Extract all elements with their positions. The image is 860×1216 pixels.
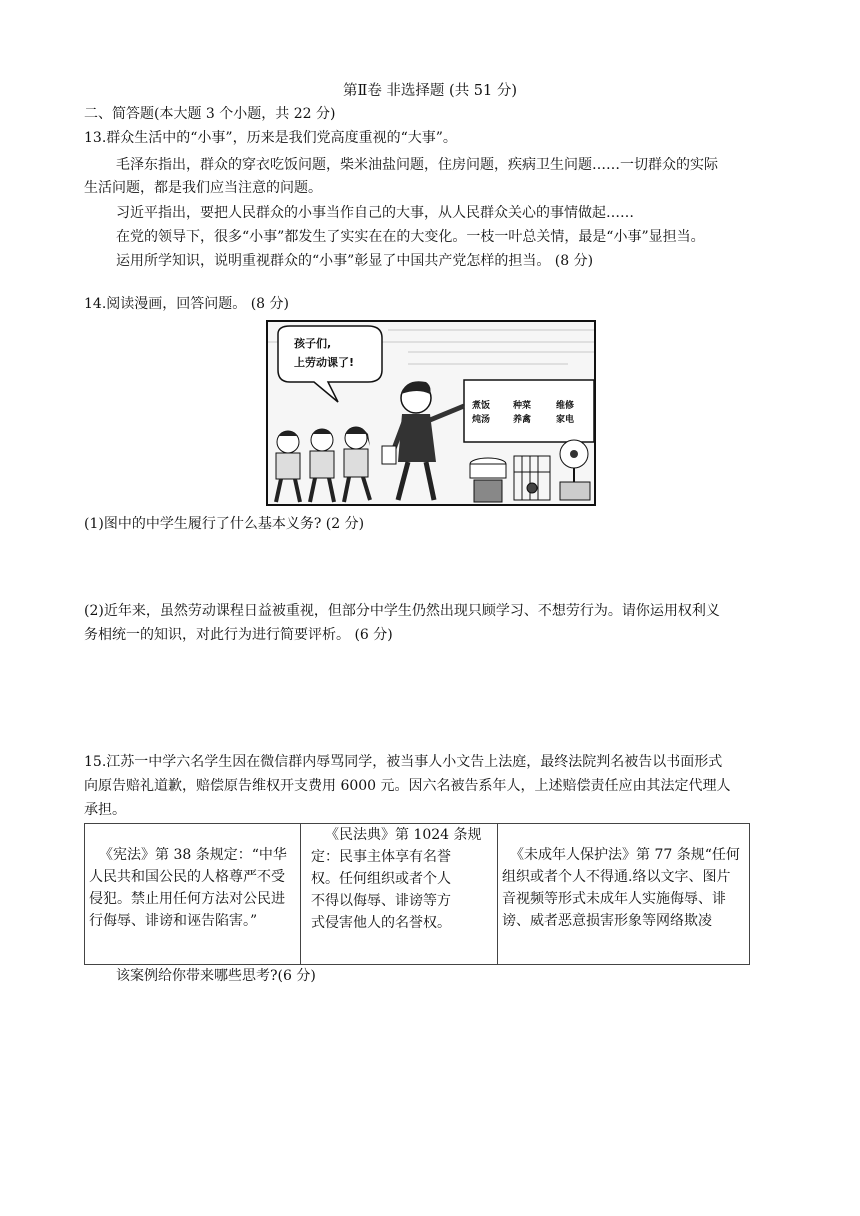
bubble-line-2: 上劳动课了! — [294, 356, 355, 369]
fan-icon — [560, 440, 590, 500]
student-figure-3 — [344, 427, 370, 502]
sign-col1-line2: 炖汤 — [472, 415, 491, 425]
cell-line: 《未成年人保护法》第 77 条规“任何 — [510, 847, 740, 863]
q14-sub-question-2-cont: 务相统一的知识，对此行为进行简要评析。 (6 分) — [84, 627, 393, 643]
part-heading: 二、简答题(本大题 3 个小题，共 22 分) — [84, 106, 336, 122]
cell-line: 《民法典》第 1024 条规 — [325, 827, 482, 843]
cell-line: 人民共和国公民的人格尊严不受 — [89, 869, 285, 885]
student-figure-2 — [310, 429, 334, 502]
constitution-cell — [85, 824, 301, 965]
q14-sub-question-2: (2)近年来，虽然劳动课程日益被重视，但部分中学生仍然出现只顾学习、不想劳行为。请你运用权利义 — [84, 603, 720, 619]
q15-stem-cont-2: 承担。 — [84, 802, 126, 818]
cage-icon — [514, 456, 550, 500]
cell-line: 组织或者个人不得通.络以文字、图片 — [502, 869, 731, 885]
cell-line: 音视频等形式未成年人实施侮辱、诽 — [502, 891, 726, 907]
pot-icon — [470, 458, 506, 502]
teacher-figure — [382, 381, 464, 500]
q14-stem: 14.阅读漫画，回答问题。 (8 分) — [84, 296, 289, 312]
q13-paragraph-1-cont: 生活问题，都是我们应当注意的问题。 — [84, 180, 322, 196]
q13-question: 运用所学知识，说明重视群众的“小事”彰显了中国共产党怎样的担当。 (8 分) — [116, 253, 594, 269]
sign-col3-line2: 家电 — [556, 415, 575, 425]
sign-col2-line2: 养禽 — [513, 415, 532, 425]
labor-class-cartoon — [266, 320, 596, 506]
section-title: 第Ⅱ卷 非选择题 (共 51 分) — [342, 83, 518, 99]
q14-sub-question-1: (1)图中的中学生履行了什么基本义务? (2 分) — [84, 516, 365, 532]
q15-stem-cont-1: 向原告赔礼道歉，赔偿原告维权开支费用 6000 元。因六名被告系年人，上述赔偿责任应由其法定代理人 — [84, 778, 731, 794]
q13-paragraph-3: 在党的领导下，很多“小事”都发生了实实在在的大变化。一枝一叶总关情，最是“小事”显担当。 — [116, 229, 705, 245]
table-row — [85, 824, 750, 965]
law-excerpts-table — [84, 823, 750, 965]
cell-line: 行侮辱、诽谤和诬告陷害。” — [89, 913, 258, 929]
sign-col3-line1: 维修 — [556, 401, 575, 411]
civil-code-cell — [301, 824, 498, 965]
cell-line: 侵犯。禁止用任何方法对公民进 — [89, 891, 285, 907]
bubble-line-1: 孩子们, — [294, 337, 332, 350]
cell-line: 权。任何组织或者个人 — [311, 871, 451, 887]
q15-stem: 15.江苏一中学六名学生因在微信群内辱骂同学，被当事人小文告上法庭，最终法院判名被告以书面形式 — [84, 754, 723, 770]
cell-line: 谤、威者恶意损害形象等网络欺凌 — [502, 913, 712, 929]
cell-line: 不得以侮辱、诽谤等方 — [311, 893, 451, 909]
sign-col1-line1: 煮饭 — [472, 401, 491, 411]
cell-line: 式侵害他人的名誉权。 — [311, 915, 451, 931]
q13-stem: 13.群众生活中的“小事”，历来是我们党高度重视的“大事”。 — [84, 130, 457, 146]
sign-col2-line1: 种菜 — [513, 401, 532, 411]
q13-paragraph-1: 毛泽东指出，群众的穿衣吃饭问题，柴米油盐问题，住房问题，疾病卫生问题……一切群众的实际 — [116, 157, 718, 173]
student-figure-1 — [276, 431, 300, 502]
cell-line: 定：民事主体享有名誉 — [311, 849, 451, 865]
minor-protection-law-cell — [498, 824, 750, 965]
q13-paragraph-2: 习近平指出，要把人民群众的小事当作自己的大事，从人民群众关心的事情做起…… — [116, 205, 634, 221]
activity-board — [464, 380, 594, 442]
cell-line: 《宪法》第 38 条规定：“中华 — [99, 847, 287, 863]
q15-question: 该案例给你带来哪些思考?(6 分) — [116, 968, 316, 984]
